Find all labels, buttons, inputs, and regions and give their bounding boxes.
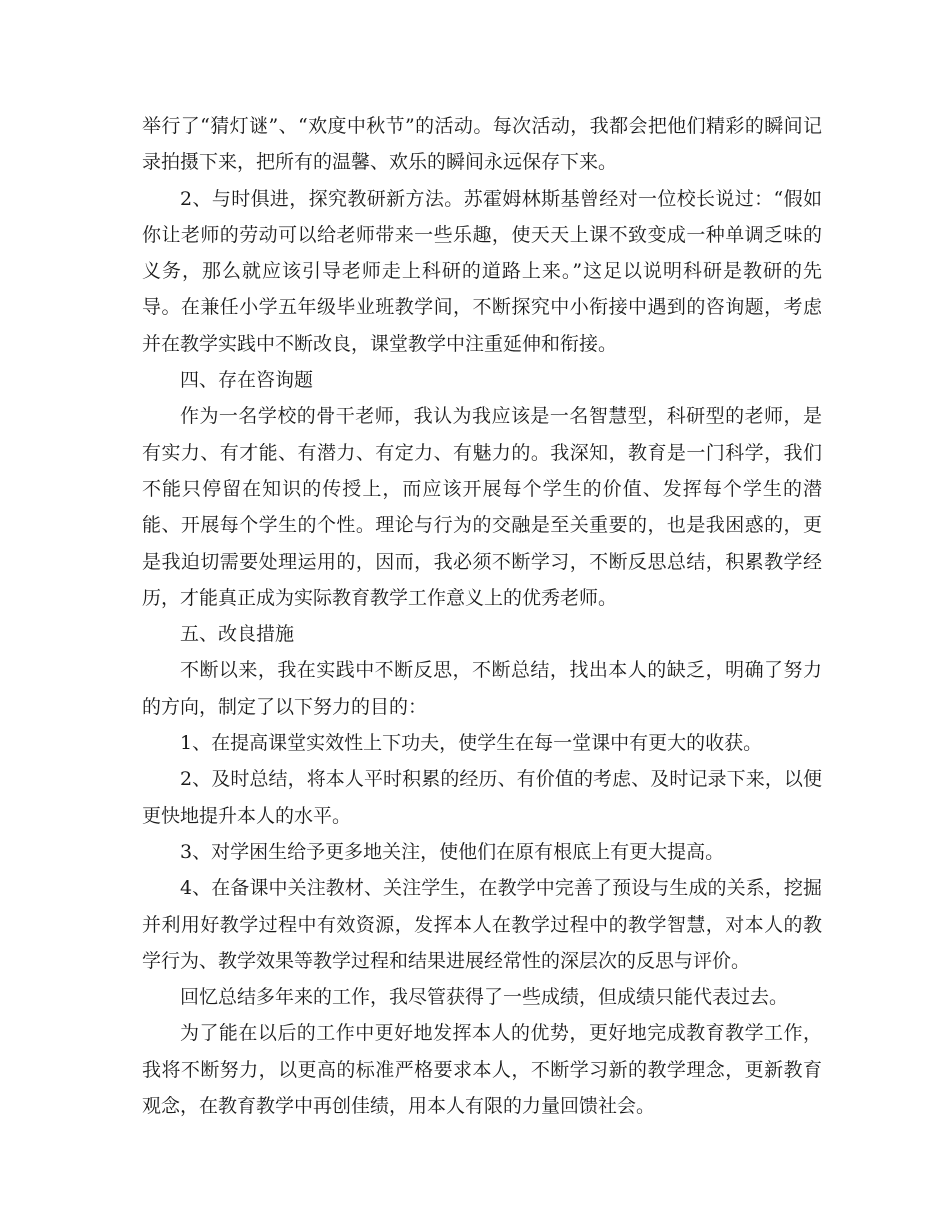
paragraph-problems: 作为一名学校的骨干老师，我认为我应该是一名智慧型，科研型的老师，是有实力、有才能、有潜力、有定力、有魅力的。我深知，教育是一门科学，我们不能只停留在知识的传授上，而应该开展每个学生的价值、发挥每个学生的潜能、开展每个学生的个性。理论与行为的交融是至关重要的，也是我困惑的，更是我迫切需要处理运用的，因而，我必须不断学习，不断反思总结，积累教学经历，才能真正成为实际教育教学工作意义上的优秀老师。 [142, 405, 822, 609]
section-heading-measures: 五、改良措施 [180, 623, 295, 646]
section-heading-problems: 四、存在咨询题 [180, 369, 314, 392]
list-item-goal-4: 4、在备课中关注教材、关注学生，在教学中完善了预设与生成的关系，挖掘并利用好教学过程中有效资源，发挥本人在教学过程中的教学智慧，对本人的教学行为、教学效果等教学过程和结果进展经常性的深层次的反思与评价。 [142, 877, 822, 972]
list-item-goal-2: 2、及时总结，将本人平时积累的经历、有价值的考虑、及时记录下来，以便更快地提升本人的水平。 [142, 768, 822, 827]
paragraph-review: 回忆总结多年来的工作，我尽管获得了一些成绩，但成绩只能代表过去。 [180, 986, 789, 1009]
paragraph-teaching-research: 2、与时俱进，探究教研新方法。苏霍姆林斯基曾经对一位校长说过：“假如你让老师的劳动可以给老师带来一些乐趣，使天天上课不致变成一种单调乏味的义务，那么就应该引导老师走上科研的道路上来。”这足以说明科研是教研的先导。在兼任小学五年级毕业班教学间，不断探究中小衔接中遇到的咨询题，考虑并在教学实践中不断改良，课堂教学中注重延伸和衔接。 [142, 187, 822, 355]
list-item-goal-3: 3、对学困生给予更多地关注，使他们在原有根底上有更大提高。 [180, 840, 725, 863]
paragraph-measures-intro: 不断以来，我在实践中不断反思，不断总结，找出本人的缺乏，明确了努力的方向，制定了以下努力的目的： [142, 659, 822, 718]
paragraph-activities-continued: 举行了“猜灯谜”、“欢度中秋节”的活动。每次活动，我都会把他们精彩的瞬间记录拍摄下来，把所有的温馨、欢乐的瞬间永远保存下来。 [142, 115, 822, 174]
document-body [142, 108, 822, 1124]
paragraph-conclusion: 为了能在以后的工作中更好地发挥本人的优势，更好地完成教育教学工作，我将不断努力，以更高的标准严格要求本人，不断学习新的教学理念，更新教育观念，在教育教学中再创佳绩，用本人有限的力量回馈社会。 [142, 1022, 822, 1118]
list-item-goal-1: 1、在提高课堂实效性上下功夫，使学生在每一堂课中有更大的收获。 [180, 732, 763, 755]
